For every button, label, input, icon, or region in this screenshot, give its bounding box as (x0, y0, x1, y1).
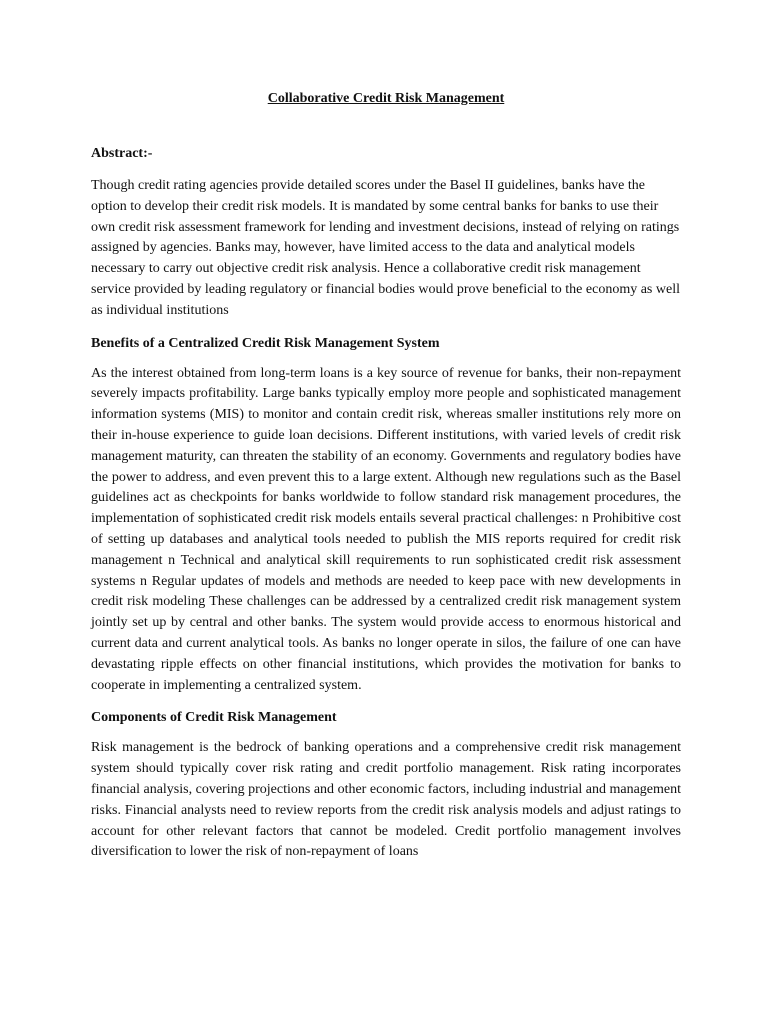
components-paragraph: Risk management is the bedrock of banking operations and a comprehensive credit risk management system should typically cover risk rating and credit portfolio management. Risk rating incorporates financial analysis, covering projections and other economic factors, including industrial and management risks. Financial analysts need to review reports from the credit risk analysis models and adjust ratings to account for other relevant factors that cannot be modeled. Credit portfolio management involves diversification to lower the risk of non-repayment of loans (91, 740, 681, 860)
benefits-paragraph: As the interest obtained from long-term loans is a key source of revenue for banks, their non-repayment severely impacts profitability. Large banks typically employ more people and sophisticated management information systems (MIS) to monitor and contain credit risk, whereas smaller institutions rely more on their in-house experience to guide loan decisions. Different institutions, with varied levels of credit risk management maturity, can threaten the stability of an economy. Governments and regulatory bodies have the power to address, and even prevent this to a large extent. Although new regulations such as the Basel guidelines act as checkpoints for banks worldwide to follow standard risk management procedures, the implementation of sophisticated credit risk models entails several practical challenges: n Prohibitive cost of setting up databases and analytical tools needed to publish the MIS reports required for credit risk management n Technical and analytical skill requirements to run sophisticated credit risk assessment systems n Regular updates of models and methods are needed to keep pace with new developments in credit risk modeling These challenges can be addressed by a centralized credit risk management system jointly set up by central and other banks. The system would provide access to enormous historical and current data and current analytical tools. As banks no longer operate in silos, the failure of one can have devastating ripple effects on other financial institutions, which provides the motivation for banks to cooperate in implementing a centralized system. (91, 365, 681, 693)
abstract-paragraph: Though credit rating agencies provide detailed scores under the Basel II guidelines, banks have the option to develop their credit risk models. It is mandated by some central banks for banks to use their own credit risk assessment framework for lending and investment decisions, instead of relying on ratings assigned by agencies. Banks may, however, have limited access to the data and analytical models necessary to carry out objective credit risk analysis. Hence a collaborative credit risk management service provided by leading regulatory or financial bodies would prove beneficial to the economy as well as individual institutions (91, 178, 680, 318)
benefits-section-heading: Benefits of a Centralized Credit Risk Management System (91, 335, 440, 351)
components-section-heading: Components of Credit Risk Management (91, 710, 337, 726)
document-title: Collaborative Credit Risk Management (267, 91, 505, 106)
document-page (91, 90, 681, 875)
abstract-heading: Abstract:- (91, 146, 153, 161)
